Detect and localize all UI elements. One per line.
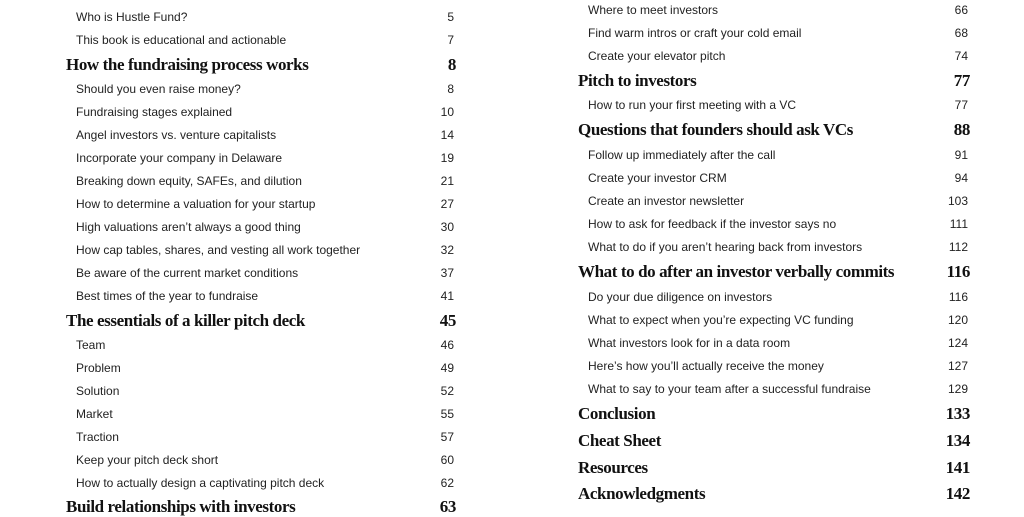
toc-entry-page: 129 bbox=[947, 382, 968, 396]
toc-entry-title: Best times of the year to fundraise bbox=[76, 289, 259, 303]
toc-entry-page: 91 bbox=[954, 148, 968, 162]
toc-entry-title: This book is educational and actionable bbox=[76, 33, 287, 47]
toc-entry bbox=[66, 384, 456, 398]
toc-entry-page: 49 bbox=[440, 361, 454, 375]
toc-entry-page: 55 bbox=[440, 407, 454, 421]
toc-section-heading bbox=[66, 497, 456, 517]
toc-entry-page: 5 bbox=[447, 10, 454, 24]
toc-section-heading bbox=[578, 404, 970, 424]
toc-entry-title: Create your elevator pitch bbox=[588, 49, 726, 63]
toc-entry-title: Create your investor CRM bbox=[588, 171, 727, 185]
toc-entry-title: Keep your pitch deck short bbox=[76, 453, 219, 467]
toc-entry-page: 52 bbox=[440, 384, 454, 398]
toc-section-title: Pitch to investors bbox=[578, 71, 697, 90]
toc-entry bbox=[66, 128, 456, 142]
toc-entry-title: How to run your first meeting with a VC bbox=[588, 98, 797, 112]
toc-entry bbox=[66, 361, 456, 375]
toc-entry-title: Traction bbox=[76, 430, 119, 444]
toc-entry bbox=[66, 407, 456, 421]
toc-entry-page: 112 bbox=[948, 240, 968, 254]
toc-section-title: Conclusion bbox=[578, 404, 656, 423]
toc-section-page: 116 bbox=[946, 262, 970, 281]
toc-entry-title: Angel investors vs. venture capitalists bbox=[76, 128, 277, 142]
toc-entry bbox=[578, 359, 970, 373]
toc-entry-title: How cap tables, shares, and vesting all work together bbox=[76, 243, 361, 257]
toc-entry-title: Problem bbox=[76, 361, 121, 375]
toc-section-heading bbox=[578, 458, 970, 478]
toc-entry-page: 57 bbox=[440, 430, 454, 444]
toc-entry bbox=[578, 98, 970, 112]
toc-section-page: 77 bbox=[953, 71, 970, 90]
toc-entry-title: Follow up immediately after the call bbox=[588, 148, 776, 162]
toc-entry-title: High valuations aren’t always a good thing bbox=[76, 220, 301, 234]
toc-entry-title: How to determine a valuation for your startup bbox=[76, 197, 316, 211]
toc-section-title: How the fundraising process works bbox=[66, 55, 309, 74]
toc-section-heading bbox=[578, 262, 970, 282]
toc-entry-page: 37 bbox=[440, 266, 454, 280]
toc-entry-page: 27 bbox=[440, 197, 454, 211]
toc-entry-title: Team bbox=[76, 338, 106, 352]
toc-entry-page: 66 bbox=[954, 3, 968, 17]
toc-section-page: 134 bbox=[945, 431, 970, 450]
toc-entry-title: Market bbox=[76, 407, 113, 421]
toc-entry bbox=[66, 243, 456, 257]
toc-entry-page: 7 bbox=[447, 33, 454, 47]
toc-entry-page: 60 bbox=[440, 453, 454, 467]
toc-entry bbox=[578, 313, 970, 327]
toc-entry bbox=[578, 290, 970, 304]
toc-entry-title: Here’s how you’ll actually receive the money bbox=[588, 359, 824, 373]
toc-entry-title: Create an investor newsletter bbox=[588, 194, 745, 208]
toc-entry-page: 8 bbox=[447, 82, 454, 96]
toc-entry-page: 41 bbox=[440, 289, 454, 303]
toc-entry-title: What investors look for in a data room bbox=[588, 336, 791, 350]
toc-entry bbox=[66, 151, 456, 165]
toc-entry-page: 19 bbox=[440, 151, 454, 165]
toc-entry-page: 46 bbox=[440, 338, 454, 352]
toc-entry-title: What to say to your team after a successful fundraise bbox=[588, 382, 871, 396]
toc-entry-page: 68 bbox=[954, 26, 968, 40]
toc-entry bbox=[578, 171, 970, 185]
toc-entry-page: 120 bbox=[947, 313, 968, 327]
toc-section-title: Cheat Sheet bbox=[578, 431, 661, 450]
toc-entry bbox=[578, 194, 970, 208]
toc-section-page: 63 bbox=[439, 497, 456, 516]
toc-section-title: What to do after an investor verbally commits bbox=[578, 262, 895, 281]
toc-entry-title: Fundraising stages explained bbox=[76, 105, 233, 119]
toc-entry-page: 10 bbox=[440, 105, 454, 119]
toc-entry bbox=[66, 33, 456, 47]
toc-entry-page: 103 bbox=[947, 194, 968, 208]
toc-entry-page: 21 bbox=[440, 174, 454, 188]
toc-section-page: 45 bbox=[439, 311, 456, 330]
toc-entry-title: What to expect when you’re expecting VC funding bbox=[588, 313, 854, 327]
toc-section-heading bbox=[578, 71, 970, 91]
toc-entry bbox=[66, 453, 456, 467]
toc-entry-title: Incorporate your company in Delaware bbox=[76, 151, 283, 165]
toc-entry bbox=[66, 289, 456, 303]
toc-entry bbox=[66, 430, 456, 444]
toc-entry bbox=[578, 217, 970, 231]
toc-section-page: 88 bbox=[953, 120, 970, 139]
toc-entry-title: What to do if you aren’t hearing back from investors bbox=[588, 240, 863, 254]
toc-entry-title: Find warm intros or craft your cold email bbox=[588, 26, 802, 40]
toc-section-page: 133 bbox=[945, 404, 970, 423]
toc-entry bbox=[578, 26, 970, 40]
toc-entry-title: Should you even raise money? bbox=[76, 82, 241, 96]
toc-section-title: Build relationships with investors bbox=[66, 497, 296, 516]
toc-section-title: Questions that founders should ask VCs bbox=[578, 120, 853, 139]
toc-entry bbox=[578, 148, 970, 162]
toc-entry-title: Where to meet investors bbox=[588, 3, 719, 17]
toc-entry-page: 77 bbox=[954, 98, 968, 112]
toc-entry-page: 111 bbox=[949, 217, 968, 231]
toc-section-page: 142 bbox=[945, 484, 970, 503]
toc-section-title: Acknowledgments bbox=[578, 484, 706, 503]
toc-entry-title: Be aware of the current market conditions bbox=[76, 266, 299, 280]
toc-entry-page: 14 bbox=[440, 128, 454, 142]
toc-entry bbox=[578, 49, 970, 63]
toc-entry bbox=[66, 10, 456, 24]
toc-entry-page: 74 bbox=[954, 49, 968, 63]
toc-entry-page: 94 bbox=[954, 171, 968, 185]
toc-entry-page: 124 bbox=[947, 336, 968, 350]
toc-entry-title: Do your due diligence on investors bbox=[588, 290, 773, 304]
toc-entry-page: 116 bbox=[948, 290, 968, 304]
toc-entry-title: Who is Hustle Fund? bbox=[76, 10, 188, 24]
toc-entry bbox=[66, 338, 456, 352]
toc-entry bbox=[578, 3, 970, 17]
toc-section-heading bbox=[578, 120, 970, 140]
toc-entry-title: Breaking down equity, SAFEs, and dilution bbox=[76, 174, 302, 188]
toc-section-page: 8 bbox=[447, 55, 456, 74]
toc-entry bbox=[578, 382, 970, 396]
toc-entry-page: 30 bbox=[440, 220, 454, 234]
toc-entry bbox=[578, 240, 970, 254]
toc-section-heading bbox=[578, 484, 970, 504]
toc-entry bbox=[66, 82, 456, 96]
toc-entry-title: Solution bbox=[76, 384, 120, 398]
toc-entry bbox=[578, 336, 970, 350]
toc-entry bbox=[66, 220, 456, 234]
toc-entry-title: How to actually design a captivating pitch deck bbox=[76, 476, 325, 490]
toc-section-heading bbox=[66, 55, 456, 75]
toc-entry-title: How to ask for feedback if the investor says no bbox=[588, 217, 837, 231]
toc-section-page: 141 bbox=[945, 458, 970, 477]
toc-section-heading bbox=[578, 431, 970, 451]
toc-entry bbox=[66, 105, 456, 119]
toc-entry bbox=[66, 266, 456, 280]
toc-entry bbox=[66, 476, 456, 490]
toc-section-title: The essentials of a killer pitch deck bbox=[66, 311, 305, 330]
toc-entry bbox=[66, 174, 456, 188]
toc-section-title: Resources bbox=[578, 458, 648, 477]
toc-entry-page: 32 bbox=[440, 243, 454, 257]
toc-entry-page: 127 bbox=[947, 359, 968, 373]
toc-entry bbox=[66, 197, 456, 211]
toc-section-heading bbox=[66, 311, 456, 331]
toc-entry-page: 62 bbox=[440, 476, 454, 490]
